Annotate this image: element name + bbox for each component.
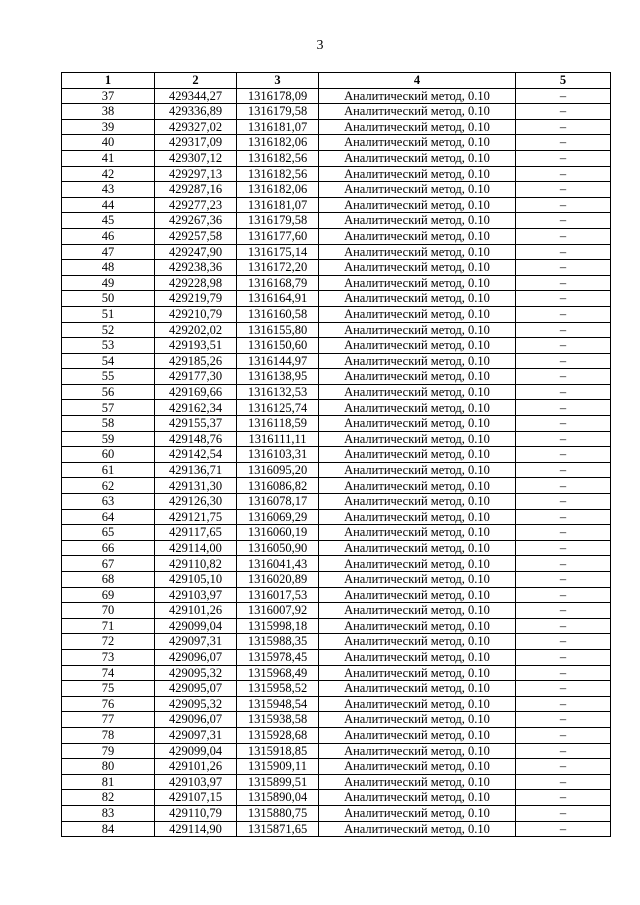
point-number-cell: 46 <box>62 228 155 244</box>
coord-x-cell: 429297,13 <box>155 166 237 182</box>
coord-x-cell: 429096,07 <box>155 649 237 665</box>
point-number-cell: 65 <box>62 525 155 541</box>
note-cell: – <box>516 338 611 354</box>
method-cell: Аналитический метод, 0.10 <box>319 603 516 619</box>
table-row <box>62 759 611 775</box>
coord-x-cell: 429202,02 <box>155 322 237 338</box>
table-row <box>62 634 611 650</box>
coord-x-cell: 429101,26 <box>155 759 237 775</box>
point-number-cell: 76 <box>62 696 155 712</box>
point-number-cell: 53 <box>62 338 155 354</box>
point-number-cell: 50 <box>62 291 155 307</box>
coord-x-cell: 429210,79 <box>155 306 237 322</box>
point-number-cell: 69 <box>62 587 155 603</box>
method-cell: Аналитический метод, 0.10 <box>319 712 516 728</box>
table-row <box>62 494 611 510</box>
table-row <box>62 649 611 665</box>
coord-y-cell: 1316144,97 <box>237 353 319 369</box>
point-number-cell: 71 <box>62 618 155 634</box>
point-number-cell: 79 <box>62 743 155 759</box>
note-cell: – <box>516 774 611 790</box>
note-cell: – <box>516 665 611 681</box>
method-cell: Аналитический метод, 0.10 <box>319 384 516 400</box>
coord-x-cell: 429336,89 <box>155 104 237 120</box>
point-number-cell: 80 <box>62 759 155 775</box>
point-number-cell: 42 <box>62 166 155 182</box>
table-row <box>62 416 611 432</box>
coord-y-cell: 1315918,85 <box>237 743 319 759</box>
coord-y-cell: 1316125,74 <box>237 400 319 416</box>
coord-y-cell: 1315958,52 <box>237 681 319 697</box>
point-number-cell: 75 <box>62 681 155 697</box>
coord-x-cell: 429344,27 <box>155 88 237 104</box>
note-cell: – <box>516 727 611 743</box>
coord-y-cell: 1315928,68 <box>237 727 319 743</box>
method-cell: Аналитический метод, 0.10 <box>319 182 516 198</box>
point-number-cell: 38 <box>62 104 155 120</box>
coord-x-cell: 429155,37 <box>155 416 237 432</box>
coord-x-cell: 429257,58 <box>155 228 237 244</box>
method-cell: Аналитический метод, 0.10 <box>319 587 516 603</box>
coord-y-cell: 1315968,49 <box>237 665 319 681</box>
point-number-cell: 51 <box>62 306 155 322</box>
point-number-cell: 83 <box>62 805 155 821</box>
note-cell: – <box>516 88 611 104</box>
coord-y-cell: 1316095,20 <box>237 462 319 478</box>
coord-x-cell: 429095,07 <box>155 681 237 697</box>
table-row <box>62 431 611 447</box>
note-cell: – <box>516 649 611 665</box>
table-row <box>62 805 611 821</box>
coord-y-cell: 1315998,18 <box>237 618 319 634</box>
method-cell: Аналитический метод, 0.10 <box>319 727 516 743</box>
table-row <box>62 322 611 338</box>
table-row <box>62 150 611 166</box>
note-cell: – <box>516 244 611 260</box>
table-row <box>62 696 611 712</box>
method-cell: Аналитический метод, 0.10 <box>319 322 516 338</box>
note-cell: – <box>516 587 611 603</box>
table-row <box>62 275 611 291</box>
note-cell: – <box>516 104 611 120</box>
note-cell: – <box>516 447 611 463</box>
coord-x-cell: 429101,26 <box>155 603 237 619</box>
table-row <box>62 774 611 790</box>
point-number-cell: 78 <box>62 727 155 743</box>
point-number-cell: 37 <box>62 88 155 104</box>
method-cell: Аналитический метод, 0.10 <box>319 556 516 572</box>
coord-x-cell: 429114,90 <box>155 821 237 837</box>
note-cell: – <box>516 603 611 619</box>
note-cell: – <box>516 400 611 416</box>
table-row <box>62 213 611 229</box>
method-cell: Аналитический метод, 0.10 <box>319 431 516 447</box>
note-cell: – <box>516 540 611 556</box>
note-cell: – <box>516 213 611 229</box>
point-number-cell: 68 <box>62 572 155 588</box>
table-row <box>62 338 611 354</box>
note-cell: – <box>516 291 611 307</box>
point-number-cell: 58 <box>62 416 155 432</box>
coord-x-cell: 429126,30 <box>155 494 237 510</box>
method-cell: Аналитический метод, 0.10 <box>319 369 516 385</box>
coord-x-cell: 429327,02 <box>155 119 237 135</box>
coord-x-cell: 429096,07 <box>155 712 237 728</box>
method-cell: Аналитический метод, 0.10 <box>319 525 516 541</box>
table-row <box>62 291 611 307</box>
table-body <box>62 88 611 837</box>
method-cell: Аналитический метод, 0.10 <box>319 260 516 276</box>
table-row <box>62 540 611 556</box>
point-number-cell: 74 <box>62 665 155 681</box>
header-col-1: 1 <box>62 73 155 89</box>
coord-x-cell: 429162,34 <box>155 400 237 416</box>
table-row <box>62 353 611 369</box>
note-cell: – <box>516 150 611 166</box>
coord-x-cell: 429110,82 <box>155 556 237 572</box>
coord-x-cell: 429247,90 <box>155 244 237 260</box>
coord-y-cell: 1316155,80 <box>237 322 319 338</box>
coord-y-cell: 1315978,45 <box>237 649 319 665</box>
coord-x-cell: 429117,65 <box>155 525 237 541</box>
coord-y-cell: 1316181,07 <box>237 197 319 213</box>
coord-x-cell: 429099,04 <box>155 618 237 634</box>
point-number-cell: 40 <box>62 135 155 151</box>
method-cell: Аналитический метод, 0.10 <box>319 416 516 432</box>
point-number-cell: 84 <box>62 821 155 837</box>
coord-x-cell: 429219,79 <box>155 291 237 307</box>
table-row <box>62 462 611 478</box>
method-cell: Аналитический метод, 0.10 <box>319 338 516 354</box>
coord-x-cell: 429136,71 <box>155 462 237 478</box>
coord-x-cell: 429107,15 <box>155 790 237 806</box>
coord-x-cell: 429185,26 <box>155 353 237 369</box>
method-cell: Аналитический метод, 0.10 <box>319 462 516 478</box>
coord-y-cell: 1315988,35 <box>237 634 319 650</box>
coordinates-table <box>61 72 611 837</box>
note-cell: – <box>516 696 611 712</box>
method-cell: Аналитический метод, 0.10 <box>319 634 516 650</box>
note-cell: – <box>516 556 611 572</box>
coord-x-cell: 429121,75 <box>155 509 237 525</box>
coord-y-cell: 1316017,53 <box>237 587 319 603</box>
point-number-cell: 47 <box>62 244 155 260</box>
point-number-cell: 70 <box>62 603 155 619</box>
method-cell: Аналитический метод, 0.10 <box>319 696 516 712</box>
table-row <box>62 182 611 198</box>
coord-x-cell: 429193,51 <box>155 338 237 354</box>
note-cell: – <box>516 431 611 447</box>
point-number-cell: 60 <box>62 447 155 463</box>
method-cell: Аналитический метод, 0.10 <box>319 447 516 463</box>
note-cell: – <box>516 618 611 634</box>
coord-x-cell: 429142,54 <box>155 447 237 463</box>
header-col-3: 3 <box>237 73 319 89</box>
coord-x-cell: 429277,23 <box>155 197 237 213</box>
header-row <box>62 73 611 89</box>
table-row <box>62 135 611 151</box>
point-number-cell: 62 <box>62 478 155 494</box>
table-row <box>62 384 611 400</box>
method-cell: Аналитический метод, 0.10 <box>319 353 516 369</box>
coord-y-cell: 1316160,58 <box>237 306 319 322</box>
method-cell: Аналитический метод, 0.10 <box>319 228 516 244</box>
note-cell: – <box>516 416 611 432</box>
note-cell: – <box>516 790 611 806</box>
note-cell: – <box>516 743 611 759</box>
method-cell: Аналитический метод, 0.10 <box>319 572 516 588</box>
table-header <box>62 73 611 89</box>
coord-y-cell: 1316182,06 <box>237 135 319 151</box>
coord-y-cell: 1315909,11 <box>237 759 319 775</box>
coord-y-cell: 1316132,53 <box>237 384 319 400</box>
coord-x-cell: 429103,97 <box>155 774 237 790</box>
coord-y-cell: 1316111,11 <box>237 431 319 447</box>
point-number-cell: 82 <box>62 790 155 806</box>
note-cell: – <box>516 634 611 650</box>
note-cell: – <box>516 353 611 369</box>
note-cell: – <box>516 119 611 135</box>
method-cell: Аналитический метод, 0.10 <box>319 681 516 697</box>
coord-y-cell: 1316086,82 <box>237 478 319 494</box>
coord-x-cell: 429177,30 <box>155 369 237 385</box>
note-cell: – <box>516 182 611 198</box>
coord-y-cell: 1316181,07 <box>237 119 319 135</box>
coord-y-cell: 1316178,09 <box>237 88 319 104</box>
note-cell: – <box>516 509 611 525</box>
method-cell: Аналитический метод, 0.10 <box>319 88 516 104</box>
note-cell: – <box>516 197 611 213</box>
method-cell: Аналитический метод, 0.10 <box>319 291 516 307</box>
table-row <box>62 712 611 728</box>
method-cell: Аналитический метод, 0.10 <box>319 821 516 837</box>
method-cell: Аналитический метод, 0.10 <box>319 400 516 416</box>
coord-x-cell: 429097,31 <box>155 727 237 743</box>
coord-y-cell: 1315948,54 <box>237 696 319 712</box>
point-number-cell: 67 <box>62 556 155 572</box>
point-number-cell: 54 <box>62 353 155 369</box>
coord-x-cell: 429105,10 <box>155 572 237 588</box>
table-row <box>62 587 611 603</box>
coord-y-cell: 1315890,04 <box>237 790 319 806</box>
note-cell: – <box>516 322 611 338</box>
point-number-cell: 44 <box>62 197 155 213</box>
point-number-cell: 64 <box>62 509 155 525</box>
coord-x-cell: 429095,32 <box>155 696 237 712</box>
coord-x-cell: 429238,36 <box>155 260 237 276</box>
method-cell: Аналитический метод, 0.10 <box>319 805 516 821</box>
point-number-cell: 43 <box>62 182 155 198</box>
coord-y-cell: 1316078,17 <box>237 494 319 510</box>
note-cell: – <box>516 525 611 541</box>
note-cell: – <box>516 462 611 478</box>
coord-y-cell: 1316179,58 <box>237 213 319 229</box>
note-cell: – <box>516 369 611 385</box>
table-row <box>62 821 611 837</box>
coord-x-cell: 429095,32 <box>155 665 237 681</box>
table-row <box>62 400 611 416</box>
note-cell: – <box>516 681 611 697</box>
table-row <box>62 88 611 104</box>
coord-x-cell: 429267,36 <box>155 213 237 229</box>
table-row <box>62 572 611 588</box>
note-cell: – <box>516 228 611 244</box>
coord-y-cell: 1316164,91 <box>237 291 319 307</box>
table-row <box>62 478 611 494</box>
coord-y-cell: 1315938,58 <box>237 712 319 728</box>
coord-y-cell: 1316150,60 <box>237 338 319 354</box>
point-number-cell: 52 <box>62 322 155 338</box>
method-cell: Аналитический метод, 0.10 <box>319 197 516 213</box>
note-cell: – <box>516 135 611 151</box>
coord-y-cell: 1316182,56 <box>237 166 319 182</box>
table-row <box>62 525 611 541</box>
coord-y-cell: 1315899,51 <box>237 774 319 790</box>
table-row <box>62 228 611 244</box>
table-row <box>62 727 611 743</box>
table-row <box>62 665 611 681</box>
coord-x-cell: 429169,66 <box>155 384 237 400</box>
method-cell: Аналитический метод, 0.10 <box>319 150 516 166</box>
coord-x-cell: 429103,97 <box>155 587 237 603</box>
point-number-cell: 72 <box>62 634 155 650</box>
coord-y-cell: 1316050,90 <box>237 540 319 556</box>
coord-x-cell: 429307,12 <box>155 150 237 166</box>
coord-x-cell: 429287,16 <box>155 182 237 198</box>
coord-y-cell: 1316138,95 <box>237 369 319 385</box>
coord-y-cell: 1316182,06 <box>237 182 319 198</box>
point-number-cell: 81 <box>62 774 155 790</box>
coord-x-cell: 429148,76 <box>155 431 237 447</box>
method-cell: Аналитический метод, 0.10 <box>319 135 516 151</box>
method-cell: Аналитический метод, 0.10 <box>319 759 516 775</box>
note-cell: – <box>516 166 611 182</box>
header-col-2: 2 <box>155 73 237 89</box>
method-cell: Аналитический метод, 0.10 <box>319 244 516 260</box>
point-number-cell: 77 <box>62 712 155 728</box>
point-number-cell: 66 <box>62 540 155 556</box>
method-cell: Аналитический метод, 0.10 <box>319 649 516 665</box>
point-number-cell: 61 <box>62 462 155 478</box>
coord-x-cell: 429228,98 <box>155 275 237 291</box>
method-cell: Аналитический метод, 0.10 <box>319 119 516 135</box>
coord-y-cell: 1315871,65 <box>237 821 319 837</box>
coord-y-cell: 1316069,29 <box>237 509 319 525</box>
note-cell: – <box>516 384 611 400</box>
table-row <box>62 244 611 260</box>
coord-y-cell: 1316118,59 <box>237 416 319 432</box>
coord-y-cell: 1316182,56 <box>237 150 319 166</box>
table-row <box>62 681 611 697</box>
coord-x-cell: 429114,00 <box>155 540 237 556</box>
point-number-cell: 39 <box>62 119 155 135</box>
table-row <box>62 447 611 463</box>
table-row <box>62 743 611 759</box>
point-number-cell: 57 <box>62 400 155 416</box>
coord-y-cell: 1316041,43 <box>237 556 319 572</box>
coord-x-cell: 429131,30 <box>155 478 237 494</box>
coord-x-cell: 429097,31 <box>155 634 237 650</box>
note-cell: – <box>516 306 611 322</box>
table-row <box>62 603 611 619</box>
note-cell: – <box>516 805 611 821</box>
method-cell: Аналитический метод, 0.10 <box>319 790 516 806</box>
point-number-cell: 45 <box>62 213 155 229</box>
coord-y-cell: 1316177,60 <box>237 228 319 244</box>
coord-y-cell: 1316020,89 <box>237 572 319 588</box>
coord-y-cell: 1316172,20 <box>237 260 319 276</box>
point-number-cell: 59 <box>62 431 155 447</box>
coord-y-cell: 1316168,79 <box>237 275 319 291</box>
point-number-cell: 41 <box>62 150 155 166</box>
point-number-cell: 49 <box>62 275 155 291</box>
note-cell: – <box>516 260 611 276</box>
coord-y-cell: 1315880,75 <box>237 805 319 821</box>
coord-x-cell: 429099,04 <box>155 743 237 759</box>
table-row <box>62 556 611 572</box>
page-number: 3 <box>316 38 324 53</box>
point-number-cell: 56 <box>62 384 155 400</box>
table-row <box>62 104 611 120</box>
method-cell: Аналитический метод, 0.10 <box>319 509 516 525</box>
method-cell: Аналитический метод, 0.10 <box>319 275 516 291</box>
note-cell: – <box>516 478 611 494</box>
coord-y-cell: 1316007,92 <box>237 603 319 619</box>
table-row <box>62 509 611 525</box>
point-number-cell: 63 <box>62 494 155 510</box>
note-cell: – <box>516 712 611 728</box>
method-cell: Аналитический метод, 0.10 <box>319 618 516 634</box>
method-cell: Аналитический метод, 0.10 <box>319 743 516 759</box>
header-col-5: 5 <box>516 73 611 89</box>
point-number-cell: 48 <box>62 260 155 276</box>
method-cell: Аналитический метод, 0.10 <box>319 665 516 681</box>
coord-y-cell: 1316103,31 <box>237 447 319 463</box>
method-cell: Аналитический метод, 0.10 <box>319 494 516 510</box>
note-cell: – <box>516 275 611 291</box>
coord-y-cell: 1316179,58 <box>237 104 319 120</box>
method-cell: Аналитический метод, 0.10 <box>319 104 516 120</box>
method-cell: Аналитический метод, 0.10 <box>319 540 516 556</box>
table-row <box>62 618 611 634</box>
point-number-cell: 55 <box>62 369 155 385</box>
method-cell: Аналитический метод, 0.10 <box>319 166 516 182</box>
note-cell: – <box>516 759 611 775</box>
table-row <box>62 197 611 213</box>
method-cell: Аналитический метод, 0.10 <box>319 213 516 229</box>
table-row <box>62 260 611 276</box>
point-number-cell: 73 <box>62 649 155 665</box>
coord-y-cell: 1316060,19 <box>237 525 319 541</box>
table-row <box>62 306 611 322</box>
note-cell: – <box>516 572 611 588</box>
coord-x-cell: 429317,09 <box>155 135 237 151</box>
method-cell: Аналитический метод, 0.10 <box>319 306 516 322</box>
note-cell: – <box>516 821 611 837</box>
table-row <box>62 119 611 135</box>
table-row <box>62 790 611 806</box>
header-col-4: 4 <box>319 73 516 89</box>
table-row <box>62 166 611 182</box>
note-cell: – <box>516 494 611 510</box>
table-row <box>62 369 611 385</box>
method-cell: Аналитический метод, 0.10 <box>319 478 516 494</box>
coord-y-cell: 1316175,14 <box>237 244 319 260</box>
method-cell: Аналитический метод, 0.10 <box>319 774 516 790</box>
coord-x-cell: 429110,79 <box>155 805 237 821</box>
